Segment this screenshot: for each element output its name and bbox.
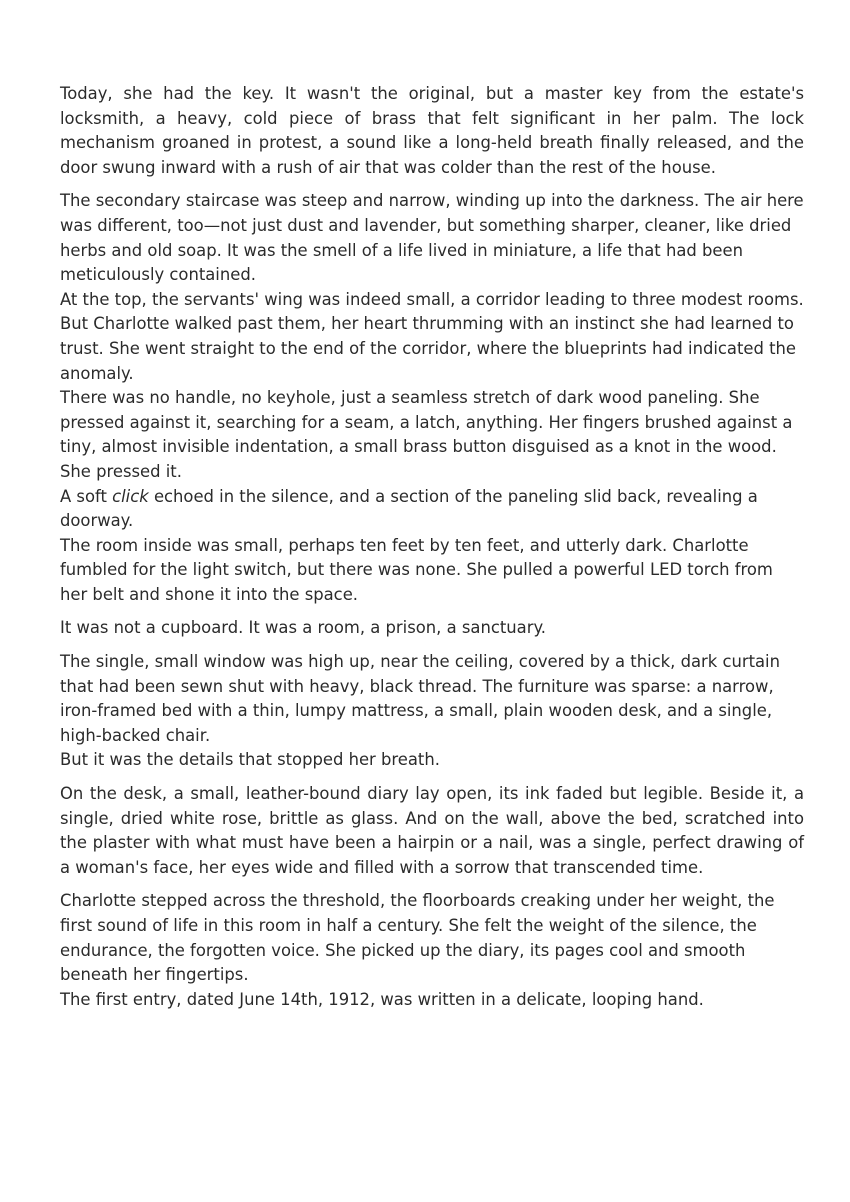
paragraph: It was not a cupboard. It was a room, a prison, a sanctuary. [60,618,547,638]
paragraph: At the top, the servants' wing was indeed small, a corridor leading to three modest rooms. But Charlotte walked past them, her heart thrumming with an instinct she had learned to trust. She went straight to the end of the corridor, where the blueprints had indicated the anomaly. [60,289,804,383]
paragraph-text: echoed in the silence, and a section of the paneling slid back, revealing a doorway. [60,486,758,531]
paragraph: The room inside was small, perhaps ten feet by ten feet, and utterly dark. Charlotte fumbled for the light switch, but there was none. She pulled a powerful LED torch from her belt and shone it into the space. [60,535,773,604]
paragraph: Today, she had the key. It wasn't the original, but a master key from the estate's locksmith, a heavy, cold piece of brass that felt significant in her palm. The lock mechanism groaned in protest, a sound like a long-held breath finally released, and the door swung inward with a rush of air that was colder than the rest of the house. [60,84,804,177]
paragraph: The single, small window was high up, near the ceiling, covered by a thick, dark curtain that had been sewn shut with heavy, black thread. The furniture was sparse: a narrow, iron-framed bed with a thin, lumpy mattress, a small, plain wooden desk, and a single, high-backed chair. [60,652,781,745]
paragraph [60,485,804,534]
paragraph: Charlotte stepped across the threshold, the floorboards creaking under her weight, the first sound of life in this room in half a century. She felt the weight of the silence, the endurance, the forgotten voice. She picked up the diary, its pages cool and smooth beneath her fingertips. [60,891,775,985]
emphasis-text: click [112,486,149,506]
paragraph: But it was the details that stopped her breath. [60,750,440,770]
paragraph: The secondary staircase was steep and narrow, winding up into the darkness. The air here was different, too—not just dust and lavender, but something sharper, cleaner, like dried herbs and old soap. It was the smell of a life lived in miniature, a life that had been meticulously contained. [60,191,804,285]
paragraph: The first entry, dated June 14th, 1912, was written in a delicate, looping hand. [60,989,704,1009]
paragraph-text: A soft [60,486,113,506]
document-body [60,82,804,1012]
paragraph: There was no handle, no keyhole, just a seamless stretch of dark wood paneling. She pressed against it, searching for a seam, a latch, anything. Her fingers brushed against a tiny, almost invisible indentation, a small brass button disguised as a knot in the wood. She pressed it. [60,388,793,481]
paragraph: On the desk, a small, leather-bound diary lay open, its ink faded but legible. Beside it, a single, dried white rose, brittle as glass. And on the wall, above the bed, scratched into the plaster with what must have been a hairpin or a nail, was a single, perfect drawing of a woman's face, her eyes wide and filled with a sorrow that transcended time. [60,784,804,877]
